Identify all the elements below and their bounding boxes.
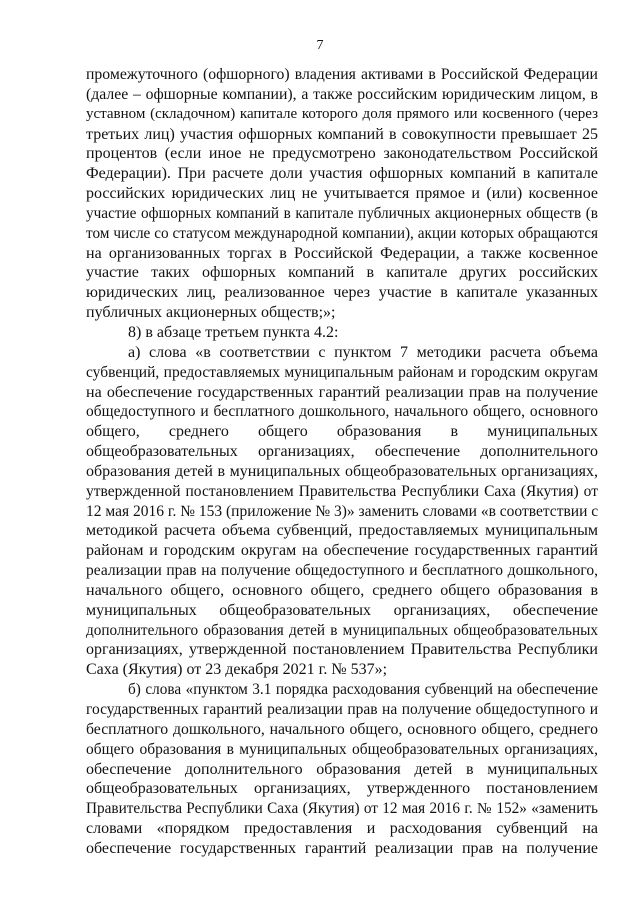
text-line: публичных акционерных обществ;»; [86, 304, 336, 322]
text-line: на организованных торгах в Российской Федерации, а также косвенное [86, 244, 598, 262]
document-body [86, 65, 598, 859]
text-line: районам и городским округам на обеспечение государственных гарантий [86, 542, 598, 560]
text-line: третьих лиц) участия офшорных компаний в совокупности превышает 25 [86, 125, 598, 143]
text-line: а) слова «в соответствии с пунктом 7 методики расчета объема [128, 343, 598, 361]
text-line: начального общего, основного общего, среднего общего образования в [86, 581, 598, 599]
text-line: участие таких офшорных компаний в капитале других российских [86, 264, 598, 282]
text-line: промежуточного (офшорного) владения активами в Российской Федерации [86, 66, 598, 83]
text-line: общего образования в муниципальных общеобразовательных организациях, [86, 740, 598, 758]
text-line: утвержденной постановлением Правительства Республики Саха (Якутия) от [86, 482, 598, 500]
text-line: государственных гарантий реализации прав на получение общедоступного и [86, 701, 598, 718]
text-line: общеобразовательных организациях, обеспечение дополнительного [86, 443, 598, 461]
text-line: образования детей в муниципальных общеобразовательных организациях, [86, 462, 598, 480]
text-line: общедоступного и бесплатного дошкольного, начального общего, основного [86, 403, 598, 421]
text-line: процентов (если иное не предусмотрено законодательством Российской [86, 145, 598, 163]
text-line: уставном (складочном) капитале которого доля прямого или косвенного (через [86, 105, 598, 122]
text-line: 8) в абзаце третьем пункта 4.2: [128, 323, 339, 341]
text-line: реализации прав на получение общедоступного и бесплатного дошкольного, [86, 562, 598, 580]
text-line: 12 мая 2016 г. № 153 (приложение № 3)» заменить словами «в соответствии с [86, 502, 598, 520]
text-line: обеспечение государственных гарантий реализации прав на получение [86, 839, 598, 857]
text-line: общего, среднего общего образования в муниципальных [86, 423, 598, 441]
text-line: обеспечение дополнительного образования детей в муниципальных [86, 760, 598, 778]
text-line: том числе со статусом международной компании), акции которых обращаются [86, 224, 598, 242]
text-line: юридических лиц, реализованное через участие в капитале указанных [86, 284, 598, 302]
text-line: субвенций, предоставляемых муниципальным районам и городским округам [86, 363, 598, 381]
text-line: словами «порядком предоставления и расходования субвенций на [86, 820, 598, 838]
text-line: участие офшорных компаний в капитале публичных акционерных обществ (в [86, 204, 598, 222]
text-line: (далее – офшорные компании), а также российским юридическим лицом, в [86, 85, 598, 103]
text-line: дополнительного образования детей в муниципальных общеобразовательных [86, 621, 598, 639]
text-line: организациях, утвержденной постановлением Правительства Республики [86, 641, 598, 659]
text-line: Федерации). При расчете доли участия офшорных компаний в капитале [86, 165, 598, 183]
page-number: 7 [316, 38, 324, 53]
text-line: на обеспечение государственных гарантий реализации прав на получение [86, 383, 598, 401]
text-line: муниципальных общеобразовательных организациях, обеспечение [86, 601, 598, 619]
text-line: бесплатного дошкольного, начального общего, основного общего, среднего [86, 720, 598, 738]
text-line: методикой расчета объема субвенций, предоставляемых муниципальным [86, 522, 598, 540]
text-line: российских юридических лиц не учитывается прямое и (или) косвенное [86, 185, 598, 203]
text-line: Правительства Республики Саха (Якутия) от 12 мая 2016 г. № 152» «заменить [86, 800, 598, 818]
text-line: б) слова «пунктом 3.1 порядка расходования субвенций на обеспечение [128, 681, 598, 699]
text-line: общеобразовательных организациях, утвержденного постановлением [86, 780, 598, 798]
text-line: Саха (Якутия) от 23 декабря 2021 г. № 537»; [86, 661, 388, 679]
